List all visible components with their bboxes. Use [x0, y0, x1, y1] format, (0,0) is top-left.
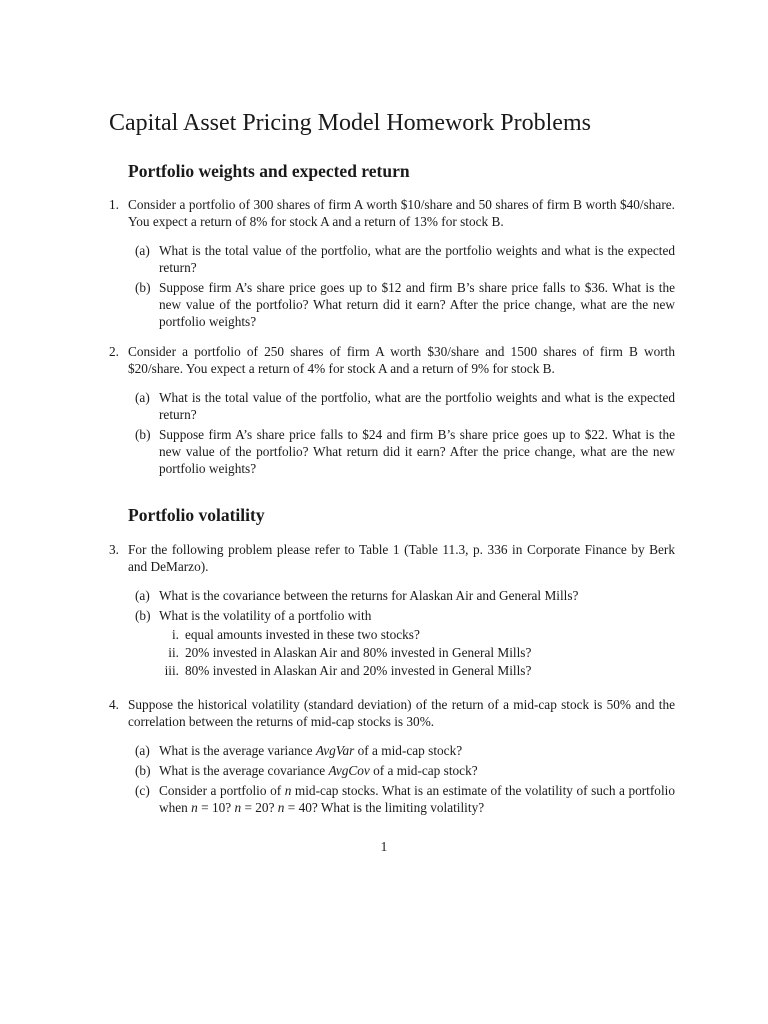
part-text: Consider a portfolio of	[159, 783, 285, 798]
part-text: Suppose firm A’s share price falls to $24 and firm B’s share price goes up to $22. What is the new value of the portfolio? What return did it earn? After the price change, what are the new portfolio weights?	[159, 427, 675, 476]
problem-part	[109, 587, 675, 604]
problem-statement	[109, 696, 675, 730]
problem-parts	[109, 242, 675, 330]
part-label: (b)	[135, 280, 151, 295]
math-variable: n	[191, 800, 198, 815]
math-variable: n	[234, 800, 242, 815]
problem-text: For the following problem please refer to Table 1 (Table 11.3, p. 336 in Corporate Finance by Berk and DeMarzo).	[128, 542, 675, 574]
subpart-text: 80% invested in Alaskan Air and 20% invested in General Mills?	[185, 663, 532, 678]
problem-statement	[109, 343, 675, 377]
math-variable: n	[284, 783, 292, 798]
subpart-list	[159, 626, 675, 679]
part-label: (b)	[135, 427, 151, 442]
problem-text: Suppose the historical volatility (standard deviation) of the return of a mid-cap stock is 50% and the correlation between the returns of mid-cap stocks is 30%.	[128, 697, 675, 729]
problem-3	[109, 541, 675, 682]
part-text: What is the volatility of a portfolio with	[159, 608, 372, 623]
problem-parts	[109, 742, 675, 816]
part-label: (b)	[135, 763, 151, 778]
subpart-text: 20% invested in Alaskan Air and 80% invested in General Mills?	[185, 645, 532, 660]
problem-parts	[109, 587, 675, 679]
part-text: What is the average covariance	[159, 763, 329, 778]
problem-part	[109, 607, 675, 679]
problem-part	[109, 389, 675, 423]
part-text: = 10?	[197, 800, 235, 815]
problem-part	[109, 242, 675, 276]
subpart-item	[109, 644, 675, 661]
subpart-label: ii.	[168, 645, 179, 660]
part-text: = 20?	[241, 800, 278, 815]
subpart-item	[109, 662, 675, 679]
part-text: of a mid-cap stock?	[369, 763, 478, 778]
part-text: What is the covariance between the returns for Alaskan Air and General Mills?	[159, 588, 579, 603]
part-label: (b)	[135, 608, 151, 623]
problem-number: 1.	[109, 197, 119, 212]
section-heading-portfolio-volatility: Portfolio volatility	[128, 505, 265, 525]
problem-part	[109, 742, 675, 759]
subpart-label: iii.	[164, 663, 179, 678]
part-text: What is the average variance	[159, 743, 316, 758]
section-heading-portfolio-weights: Portfolio weights and expected return	[128, 161, 410, 181]
problem-number: 3.	[109, 542, 119, 557]
problem-part	[109, 279, 675, 330]
part-label: (c)	[135, 783, 150, 798]
problem-4	[109, 696, 675, 819]
part-text: What is the total value of the portfolio, what are the portfolio weights and what is the expected return?	[159, 390, 675, 422]
part-text: Suppose firm A’s share price goes up to $12 and firm B’s share price falls to $36. What is the new value of the portfolio? What return did it earn? After the price change, what are the new portfolio weights?	[159, 280, 675, 329]
problem-part	[109, 426, 675, 477]
problem-text: Consider a portfolio of 300 shares of firm A worth $10/share and 50 shares of firm B worth $40/share. You expect a return of 8% for stock A and a return of 13% for stock B.	[128, 197, 675, 229]
part-label: (a)	[135, 743, 150, 758]
problem-statement	[109, 196, 675, 230]
part-text: = 40? What is the limiting volatility?	[284, 800, 485, 815]
part-label: (a)	[135, 588, 150, 603]
math-variable: n	[277, 800, 285, 815]
part-text: mid-cap stocks. What is an estimate of the volatility of such a portfolio when	[159, 783, 675, 815]
part-label: (a)	[135, 243, 150, 258]
subpart-item	[109, 626, 675, 643]
problem-1	[109, 196, 675, 333]
problem-text: Consider a portfolio of 250 shares of firm A worth $30/share and 1500 shares of firm B worth $20/share. You expect a return of 4% for stock A and a return of 9% for stock B.	[128, 344, 675, 376]
part-label: (a)	[135, 390, 150, 405]
problem-part	[109, 762, 675, 779]
problem-part	[109, 782, 675, 816]
problem-number: 4.	[109, 697, 119, 712]
page-number: 1	[380, 839, 388, 854]
problem-statement	[109, 541, 675, 575]
part-text: What is the total value of the portfolio, what are the portfolio weights and what is the expected return?	[159, 243, 675, 275]
problem-2	[109, 343, 675, 480]
math-variable: AvgCov	[328, 763, 370, 778]
problem-number: 2.	[109, 344, 119, 359]
document-title: Capital Asset Pricing Model Homework Problems	[109, 110, 591, 136]
subpart-text: equal amounts invested in these two stocks?	[185, 627, 420, 642]
problem-parts	[109, 389, 675, 477]
part-text: of a mid-cap stock?	[354, 743, 463, 758]
math-variable: AvgVar	[315, 743, 355, 758]
subpart-label: i.	[171, 627, 179, 642]
